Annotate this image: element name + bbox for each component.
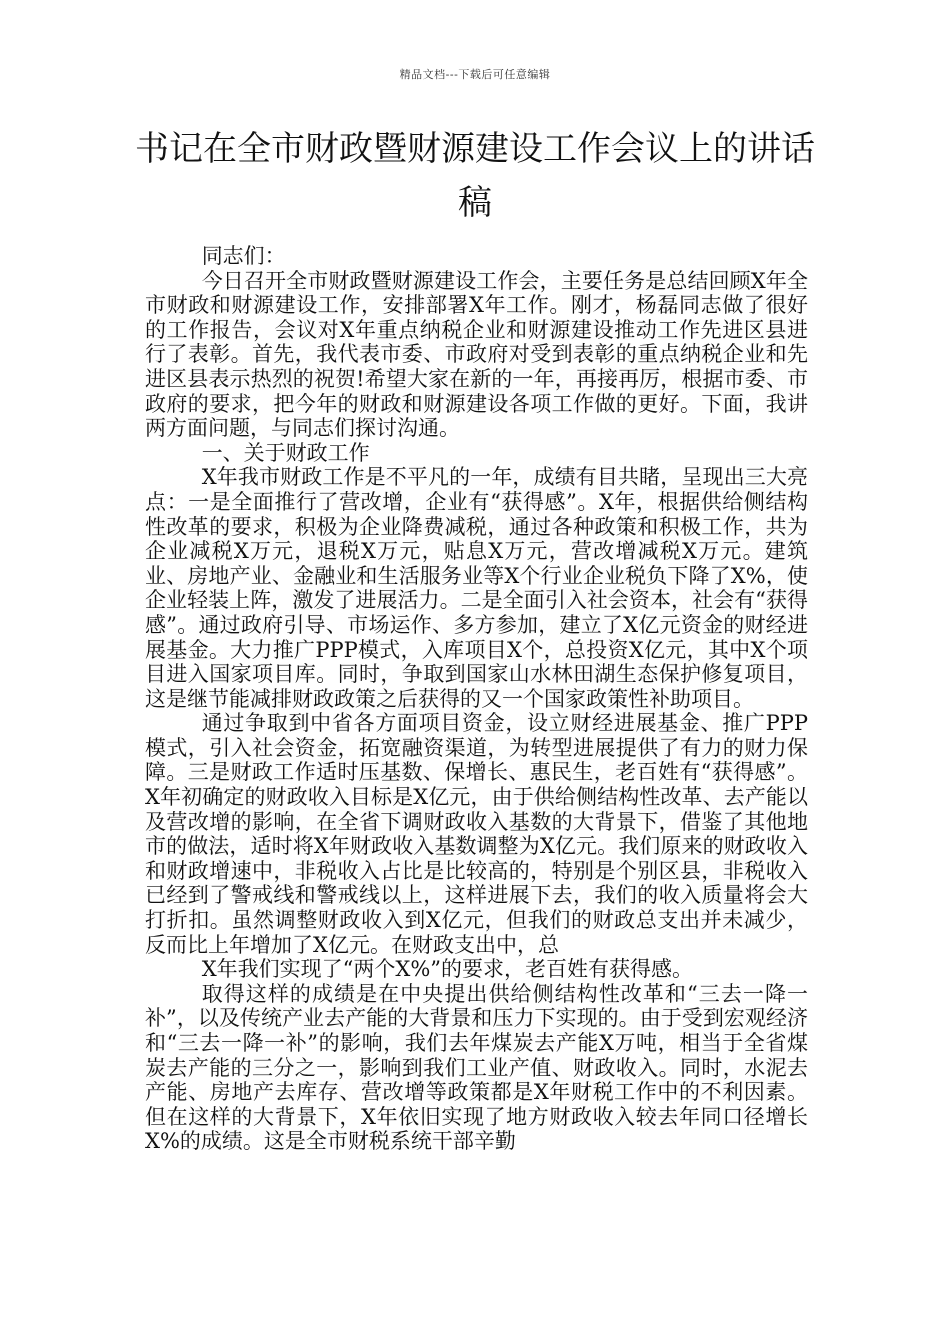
- paragraph-opening: 今日召开全市财政暨财源建设工作会，主要任务是总结回顾X年全市财政和财源建设工作，安排部署X年工作。刚才，杨磊同志做了很好的工作报告，会议对X年重点纳税企业和财源建设推动工作先进区县进行了表彰。首先，我代表市委、市政府对受到表彰的重点纳税企业和先进区县表示热烈的祝贺!希望大家在新的一年，再接再厉，根据市委、市政府的要求，把今年的财政和财源建设各项工作做的更好。下面，我讲两方面问题，与同志们探讨沟通。: [145, 268, 808, 441]
- paragraph-funding: 通过争取到中省各方面项目资金，设立财经进展基金、推广PPP模式，引入社会资金，拓宽融资渠道，为转型进展提供了有力的财力保障。三是财政工作适时压基数、保增长、惠民生，老百姓有“获得感”。X年初确定的财政收入目标是X亿元，由于供给侧结构性改革、去产能以及营改增的影响，在全省下调财政收入基数的大背景下，借鉴了其他地市的做法，适时将X年财政收入基数调整为X亿元。我们原来的财政收入和财政增速中，非税收入占比是比较高的，特别是个别区县，非税收入已经到了警戒线和警戒线以上，这样进展下去，我们的收入质量将会大打折扣。虽然调整财政收入到X亿元，但我们的财政总支出并未减少，反而比上年增加了X亿元。在财政支出中，总: [145, 711, 808, 957]
- paragraph-achievements: 取得这样的成绩是在中央提出供给侧结构性改革和“三去一降一补”，以及传统产业去产能的大背景和压力下实现的。由于受到宏观经济和“三去一降一补”的影响，我们去年煤炭去产能X万吨，相当于全省煤炭去产能的三分之一，影响到我们工业产值、财政收入。同时，水泥去产能、房地产去库存、营改增等政策都是X年财税工作中的不利因素。但在这样的大背景下，X年依旧实现了地方财政收入较去年同口径增长X%的成绩。这是全市财税系统干部辛勤: [145, 981, 808, 1154]
- section-heading-finance-work: 一、关于财政工作: [201, 440, 370, 465]
- document-title: 书记在全市财政暨财源建设工作会议上的讲话稿: [135, 129, 815, 223]
- page-header-note: 精品文档---下载后可任意编辑: [399, 68, 551, 81]
- document-body: [145, 244, 808, 1154]
- paragraph-highlights: X年我市财政工作是不平凡的一年，成绩有目共睹，呈现出三大亮点：一是全面推行了营改增，企业有“获得感”。X年，根据供给侧结构性改革的要求，积极为企业降费减税，通过各种政策和积极工作，共为企业减税X万元，退税X万元，贴息X万元，营改增减税X万元。建筑业、房地产业、金融业和生活服务业等X个行业企业税负下降了X%，使企业轻装上阵，激发了进展活力。二是全面引入社会资本，社会有“获得感”。通过政府引导、市场运作、多方参加，建立了X亿元资金的财经进展基金。大力推广PPP模式，入库项目X个，总投资X亿元，其中X个项目进入国家项目库。同时，争取到国家山水林田湖生态保护修复项目，这是继节能减排财政政策之后获得的又一个国家政策性补助项目。: [145, 465, 808, 711]
- paragraph-two-targets: X年我们实现了“两个X%”的要求，老百姓有获得感。: [201, 957, 694, 982]
- salutation: 同志们：: [201, 244, 286, 268]
